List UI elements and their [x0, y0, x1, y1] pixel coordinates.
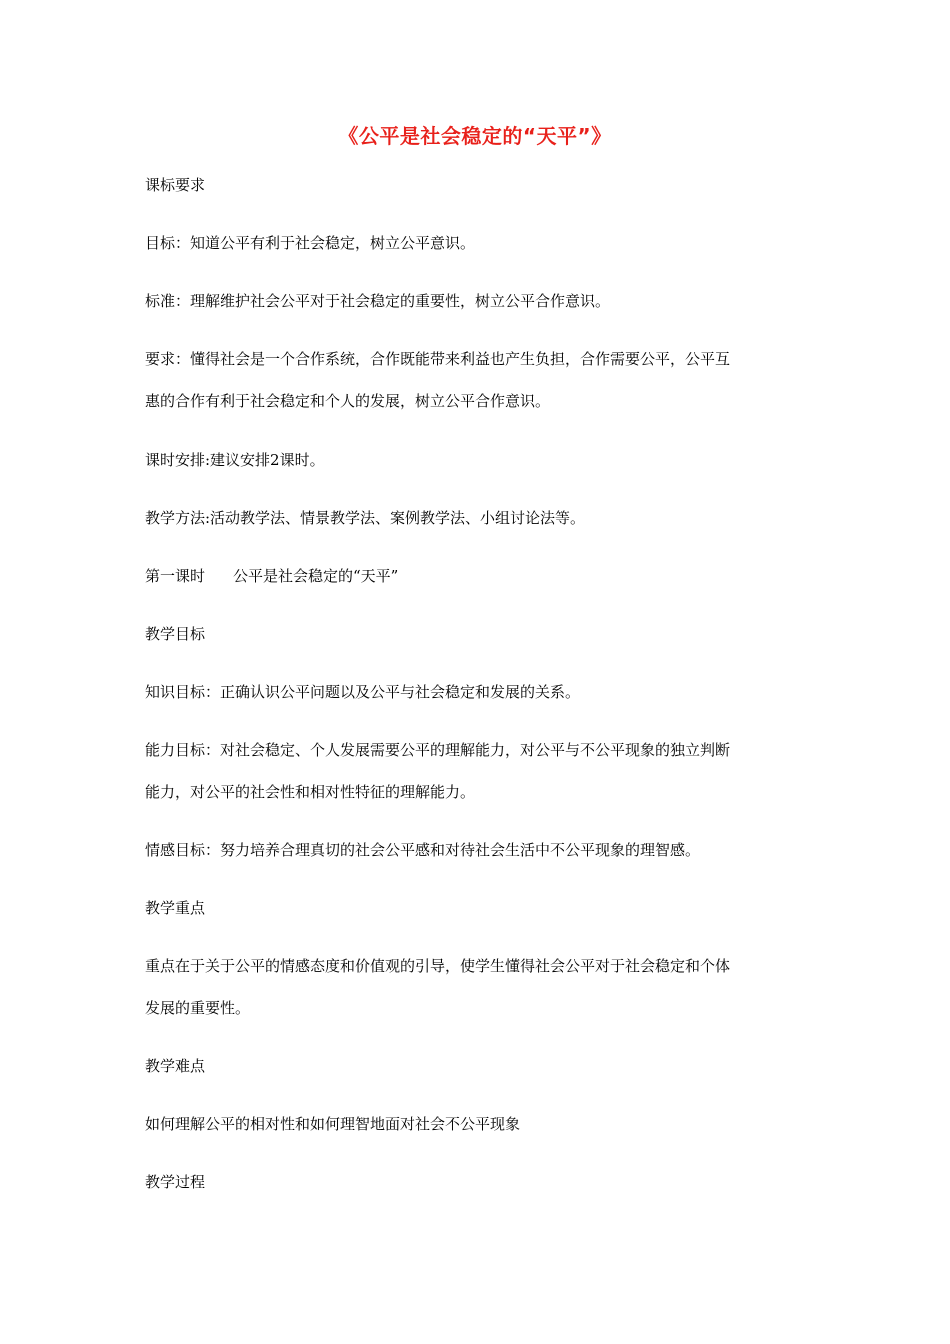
heading-curriculum-requirements: 课标要求	[145, 176, 206, 194]
paragraph-requirement-line2: 惠的合作有利于社会稳定和个人的发展，树立公平合作意识。	[145, 392, 551, 410]
heading-teaching-focus: 教学重点	[145, 899, 206, 917]
heading-teaching-objectives: 教学目标	[145, 625, 206, 643]
first-lesson-topic: 公平是社会稳定的“天平”	[233, 567, 399, 585]
heading-teaching-difficulty: 教学难点	[145, 1057, 206, 1075]
paragraph-goal: 目标：知道公平有利于社会稳定，树立公平意识。	[145, 234, 476, 252]
paragraph-difficulty: 如何理解公平的相对性和如何理智地面对社会不公平现象	[145, 1115, 521, 1133]
heading-teaching-process: 教学过程	[145, 1173, 206, 1191]
document-title: 《公平是社会稳定的“天平”》	[338, 124, 612, 148]
paragraph-teaching-methods: 教学方法:活动教学法、情景教学法、案例教学法、小组讨论法等。	[145, 509, 586, 527]
paragraph-focus-line2: 发展的重要性。	[145, 999, 251, 1017]
paragraph-ability-goal-line2: 能力，对公平的社会性和相对性特征的理解能力。	[145, 783, 476, 801]
paragraph-standard: 标准：理解维护社会公平对于社会稳定的重要性，树立公平合作意识。	[145, 292, 611, 310]
paragraph-requirement-line1: 要求：懂得社会是一个合作系统，合作既能带来利益也产生负担，合作需要公平，公平互	[145, 350, 731, 368]
paragraph-first-lesson	[145, 566, 805, 586]
paragraph-focus-line1: 重点在于关于公平的情感态度和价值观的引导，使学生懂得社会公平对于社会稳定和个体	[145, 957, 731, 975]
paragraph-emotion-goal: 情感目标：努力培养合理真切的社会公平感和对待社会生活中不公平现象的理智感。	[145, 841, 701, 859]
paragraph-knowledge-goal: 知识目标：正确认识公平问题以及公平与社会稳定和发展的关系。	[145, 683, 581, 701]
first-lesson-label: 第一课时	[145, 567, 206, 585]
paragraph-class-hours: 课时安排:建议安排2课时。	[145, 451, 325, 469]
paragraph-ability-goal-line1: 能力目标：对社会稳定、个人发展需要公平的理解能力，对公平与不公平现象的独立判断	[145, 741, 731, 759]
